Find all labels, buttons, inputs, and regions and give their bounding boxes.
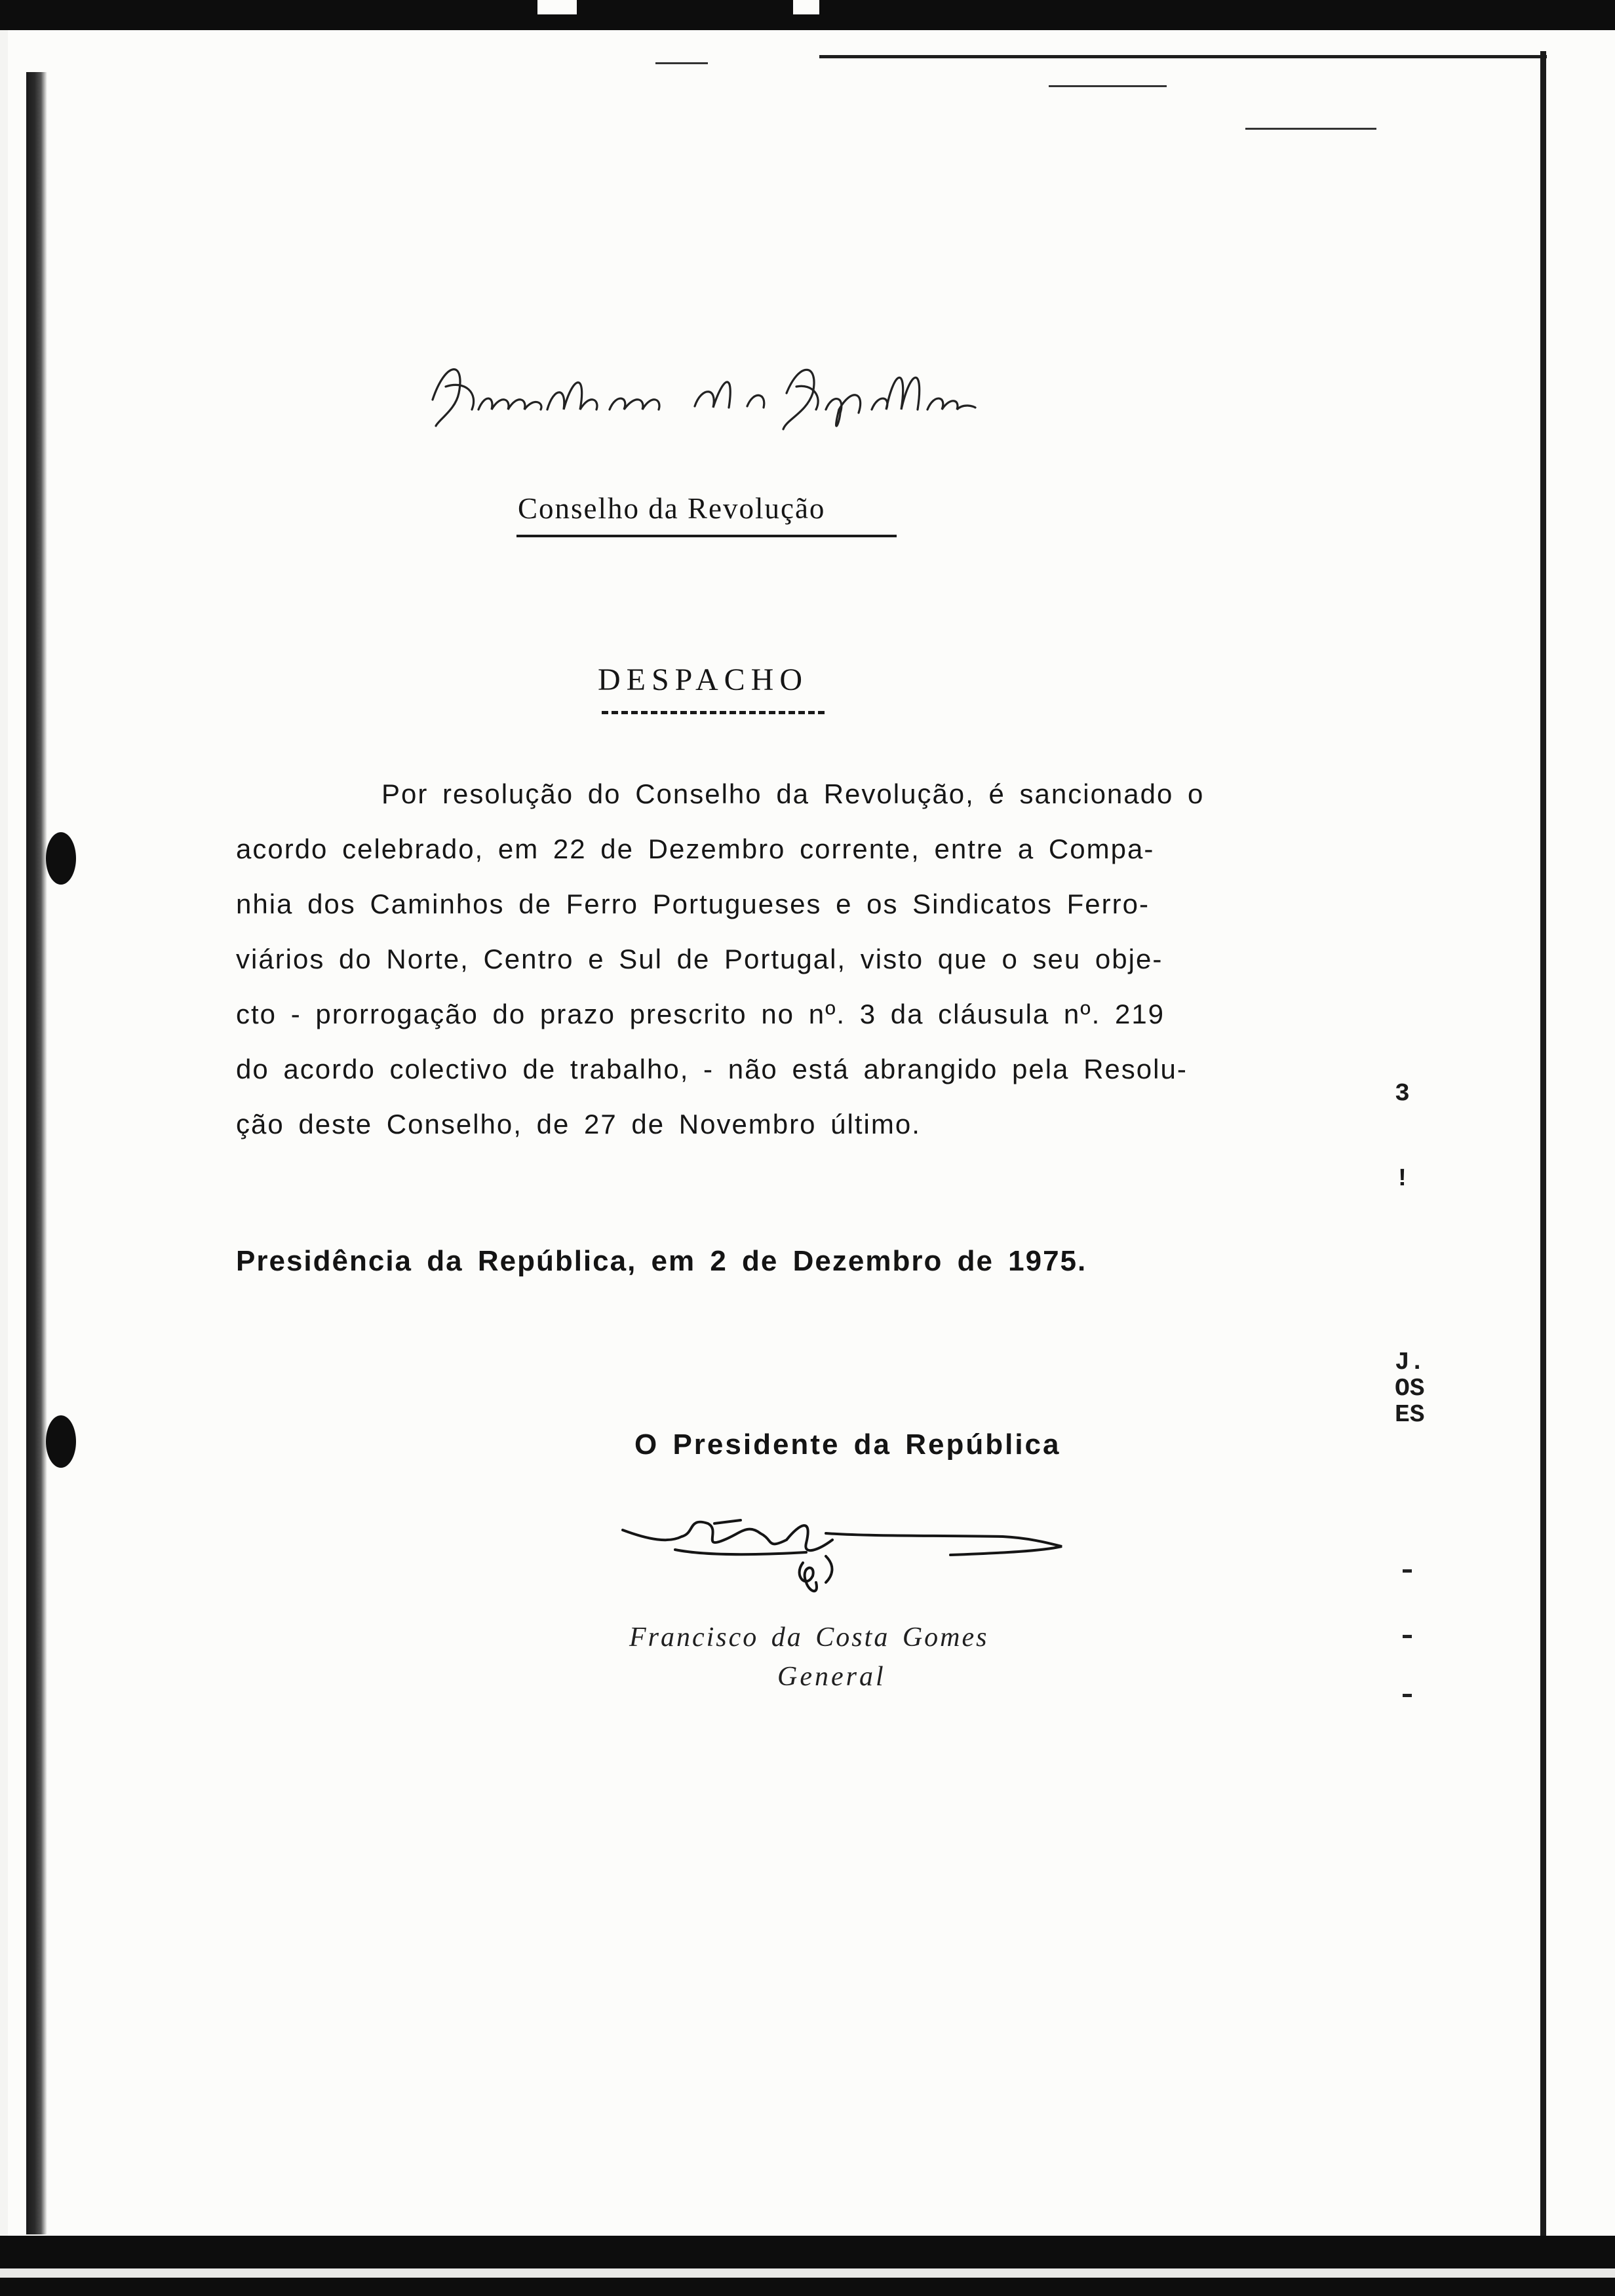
closing-title: O Presidente da República <box>634 1428 1061 1461</box>
scan-dash <box>655 62 708 64</box>
scan-top-rule <box>819 55 1547 58</box>
margin-bleed-text: ES <box>1395 1401 1425 1429</box>
place-and-date: Presidência da República, em 2 de Dezembro de 1975. <box>236 1245 1087 1277</box>
signatory-name: Francisco da Costa Gomes <box>629 1622 989 1653</box>
punch-hole <box>46 1415 76 1468</box>
punch-hole <box>46 832 76 885</box>
margin-bleed-mark: ! <box>1395 1165 1410 1193</box>
scan-border-gap <box>793 0 819 14</box>
body-line: cto - prorrogação do prazo prescrito no nº. 3 da cláusula nº. 219 <box>236 999 1165 1029</box>
letterhead-script-drawing <box>419 347 983 446</box>
scan-border-gap <box>537 0 577 14</box>
body-line: Por resolução do Conselho da Revolução, é sancionado o <box>381 778 1205 809</box>
handwritten-signature <box>610 1504 1081 1615</box>
body-line: viários do Norte, Centro e Sul de Portugal, visto que o seu obje- <box>236 944 1163 974</box>
margin-bleed-text: OS <box>1395 1375 1425 1403</box>
body-line: ção deste Conselho, de 27 de Novembro último. <box>236 1109 921 1139</box>
body-line: do acordo colectivo de trabalho, - não está abrangido pela Resolu- <box>236 1054 1188 1084</box>
scan-bottom-border <box>0 2236 1615 2296</box>
margin-bleed-text: J. <box>1395 1349 1425 1377</box>
body-line: nhia dos Caminhos de Ferro Portugueses e os Sindicatos Ferro- <box>236 889 1150 919</box>
council-name: Conselho da Revolução <box>518 492 826 525</box>
signatory-rank: General <box>777 1662 886 1692</box>
scan-left-shadow <box>26 72 47 2234</box>
margin-mark <box>1403 1569 1412 1573</box>
margin-mark <box>1403 1635 1412 1638</box>
scan-dash <box>1049 85 1167 87</box>
body-line: acordo celebrado, em 22 de Dezembro corrente, entre a Compa- <box>236 833 1155 864</box>
margin-mark <box>1403 1694 1412 1697</box>
document-heading: DESPACHO <box>598 662 808 697</box>
signature-drawing <box>610 1504 1081 1615</box>
council-underline <box>516 535 897 537</box>
heading-underline <box>602 711 825 714</box>
dispatch-body <box>236 767 1324 1152</box>
scan-right-border <box>1540 51 1546 2240</box>
scan-left-margin <box>0 30 8 2238</box>
letterhead-script <box>419 347 983 446</box>
scan-dash <box>1245 128 1376 130</box>
margin-bleed-mark: 3 <box>1395 1080 1410 1108</box>
scan-bottom-strip <box>0 2268 1615 2278</box>
